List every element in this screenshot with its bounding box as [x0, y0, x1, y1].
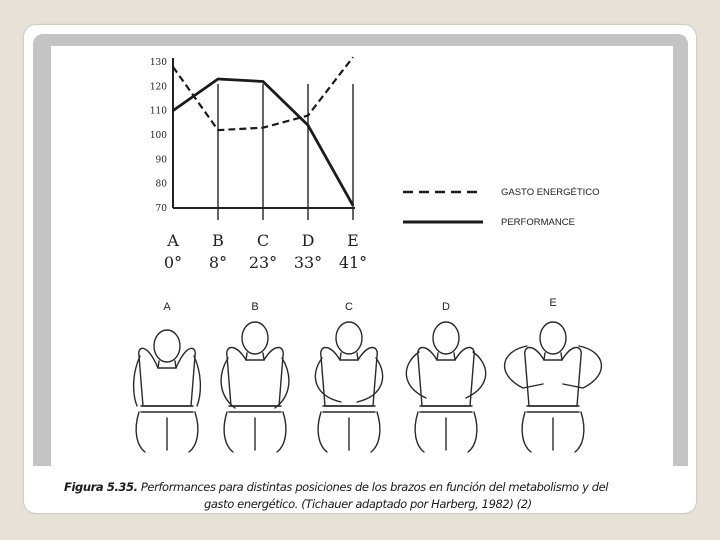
figure-label: E [549, 297, 557, 309]
arms [134, 356, 201, 406]
y-tick-label: 70 [155, 204, 167, 214]
y-tick-label: 120 [149, 82, 167, 93]
arms [505, 346, 602, 388]
x-category-label: D [301, 231, 315, 250]
x-angle-label: 33° [293, 253, 323, 272]
torso [418, 348, 475, 407]
y-tick-label: 80 [155, 179, 167, 190]
x-category-label: A [167, 231, 179, 250]
x-category-label: E [347, 231, 359, 250]
image-frame [33, 34, 688, 466]
y-tick-label: 130 [149, 58, 167, 68]
arm-position-illustrations [134, 297, 602, 452]
figure-label: A [163, 301, 171, 313]
figure-label: D [442, 301, 450, 313]
head [336, 322, 362, 354]
legs [318, 412, 380, 452]
figure-image [51, 46, 673, 486]
slide [24, 25, 696, 513]
person-figure-A [134, 330, 201, 452]
person-figure-D [406, 322, 485, 452]
head [540, 322, 566, 354]
torso [227, 348, 284, 407]
torso [525, 348, 582, 407]
caption-line2: gasto energético. (Tichauer adaptado por Harberg, 1982) (2) [204, 497, 532, 511]
legs [136, 412, 198, 452]
torso [139, 348, 196, 406]
chart [51, 46, 673, 486]
arms [315, 358, 382, 402]
legs [224, 412, 286, 452]
head [154, 330, 180, 362]
head [242, 322, 268, 354]
figure-label: B [251, 301, 259, 313]
x-angle-label: 8° [208, 253, 228, 272]
y-tick-label: 100 [149, 131, 167, 141]
belt [420, 406, 472, 412]
figure-caption [64, 479, 694, 513]
person-figure-E [505, 322, 602, 452]
legend-label: GASTO ENERGÉTICO [501, 187, 600, 198]
caption-line1: Performances para distintas posiciones de los brazos en función del metabolismo y del [140, 480, 609, 494]
y-tick-label: 110 [149, 106, 167, 117]
legs [415, 412, 477, 452]
belt [141, 406, 193, 412]
x-angle-label: 41° [338, 253, 368, 272]
belt [527, 406, 579, 412]
belt [229, 406, 281, 412]
caption-label: Figura 5.35. [64, 480, 138, 494]
person-figure-C [315, 322, 382, 452]
figure-label: C [345, 301, 353, 313]
x-angle-label: 23° [248, 253, 278, 272]
belt [323, 406, 375, 412]
y-tick-label: 90 [155, 155, 167, 166]
arms [221, 358, 289, 408]
head [433, 322, 459, 354]
legend-label: PERFORMANCE [501, 217, 575, 228]
x-category-label: C [256, 231, 270, 250]
x-category-label: B [212, 231, 224, 250]
person-figure-B [221, 322, 289, 452]
legs [522, 412, 584, 452]
x-angle-label: 0° [163, 253, 183, 272]
